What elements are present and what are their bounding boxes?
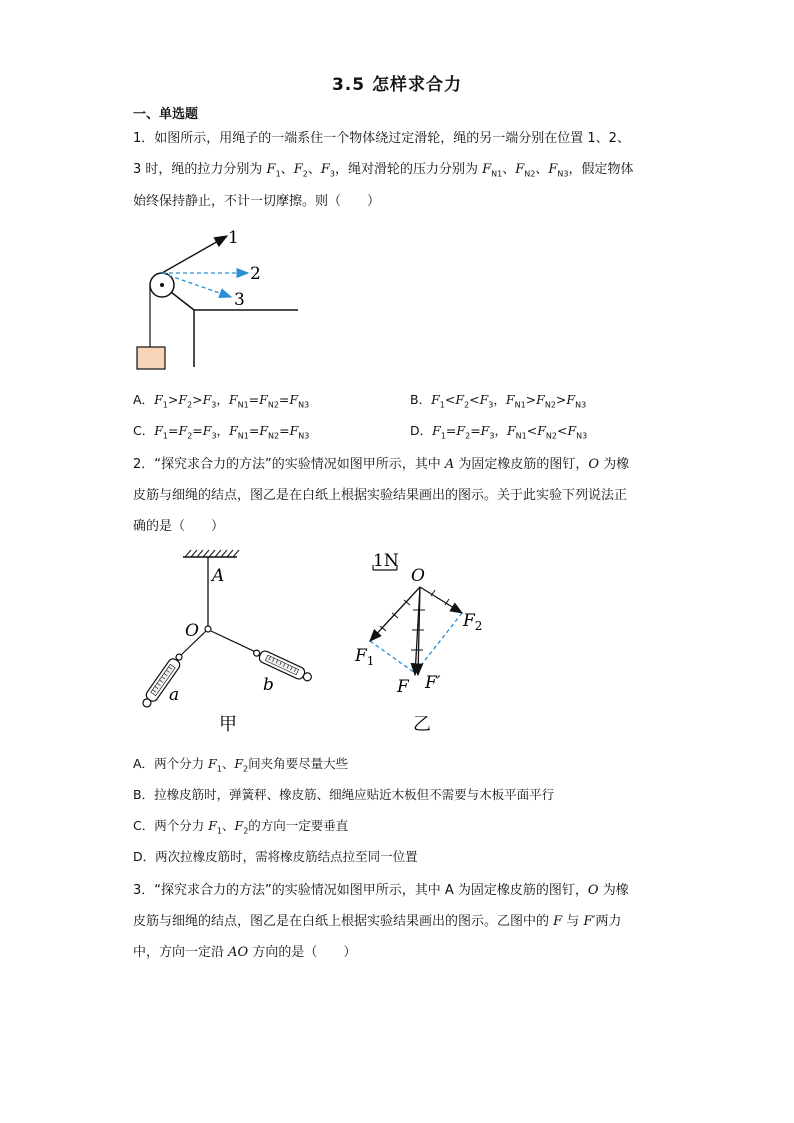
label-3: 3 xyxy=(234,290,245,310)
caption-yi: 乙 xyxy=(413,714,431,735)
page-title: 3.5 怎样求合力 xyxy=(331,75,463,95)
q1-line-1: 1．如图所示，用绳子的一端系住一个物体绕过定滑轮，绳的另一端分别在位置 1、2、 xyxy=(133,131,630,146)
rope-direction-1 xyxy=(162,236,227,273)
q1-option-a[interactable]: A．$F_1>F_2>F_3$，$F_{N1}=F_{N2}=F_{N3}$ xyxy=(133,392,310,410)
label-f1: $F_1$ xyxy=(355,646,375,668)
section-heading: 一、单选题 xyxy=(133,107,199,122)
scale-label: 1N xyxy=(373,551,399,571)
q1-option-d[interactable]: D．$F_1=F_2=F_3$，$F_{N1}<F_{N2}<F_{N3}$ xyxy=(410,423,588,441)
q2-option-c[interactable]: C．两个分力 $F_1$、$F_2$的方向一定要垂直 xyxy=(133,818,349,836)
q3-line-3: 中，方向一定沿 AO 方向的是（ ） xyxy=(133,945,357,960)
q3-line-2: 皮筋与细绳的结点，图乙是在白纸上根据实验结果画出的图示。乙图中的 F 与 F′两力 xyxy=(133,914,622,929)
figure-jia xyxy=(135,545,320,740)
q1-line-2: 3 时，绳的拉力分别为 $F_1$、$F_2$、$F_3$，绳对滑轮的压力分别为 $F_{N1}$、$F_{N2}$、$F_{N3}$，假定物体 xyxy=(133,162,634,179)
label-scale-a: a xyxy=(169,685,180,705)
label-scale-b: b xyxy=(263,675,274,695)
q2-option-a[interactable]: A．两个分力 $F_1$、$F_2$间夹角要尽量大些 xyxy=(133,756,349,774)
label-2: 2 xyxy=(250,264,261,284)
q2-line-3: 确的是（ ） xyxy=(133,519,225,534)
label-1: 1 xyxy=(228,228,239,248)
q2-option-b[interactable]: B．拉橡皮筋时，弹簧秤、橡皮筋、细绳应贴近木板但不需要与木板平面平行 xyxy=(133,787,555,802)
label-a-pin: A xyxy=(212,566,225,586)
q1-line-3: 始终保持静止，不计一切摩擦。则（ ） xyxy=(133,194,381,209)
q2-line-2: 皮筋与细绳的结点，图乙是在白纸上根据实验结果画出的图示。关于此实验下列说法正 xyxy=(133,488,628,503)
vector-f1 xyxy=(370,587,420,641)
block xyxy=(137,347,165,369)
spring-scale-b xyxy=(251,646,313,684)
q1-option-b[interactable]: B．$F_1<F_2<F_3$，$F_{N1}>F_{N2}>F_{N3}$ xyxy=(410,392,587,410)
q2-line-1: 2．“探究求合力的方法”的实验情况如图甲所示，其中 A 为固定橡皮筋的图钉，O 为橡 xyxy=(133,457,630,472)
dash-f2-f xyxy=(415,613,462,673)
label-f-prime: F′ xyxy=(425,673,441,693)
figure-yi xyxy=(345,545,505,740)
label-o-knot: O xyxy=(185,621,199,641)
label-f: F xyxy=(397,677,409,697)
label-o: O xyxy=(411,566,425,586)
vector-f2 xyxy=(420,587,462,613)
dash-f1-f xyxy=(370,641,415,673)
q2-option-d[interactable]: D．两次拉橡皮筋时，需将橡皮筋结点拉至同一位置 xyxy=(133,849,418,864)
caption-jia: 甲 xyxy=(219,714,237,735)
q3-line-1: 3．“探究求合力的方法”的实验情况如图甲所示，其中 A 为固定橡皮筋的图钉，O 为橡 xyxy=(133,883,629,898)
pulley-figure xyxy=(130,222,310,372)
label-f2: $F_2$ xyxy=(463,611,483,633)
q1-option-c[interactable]: C．$F_1=F_2=F_3$，$F_{N1}=F_{N2}=F_{N3}$ xyxy=(133,423,310,441)
